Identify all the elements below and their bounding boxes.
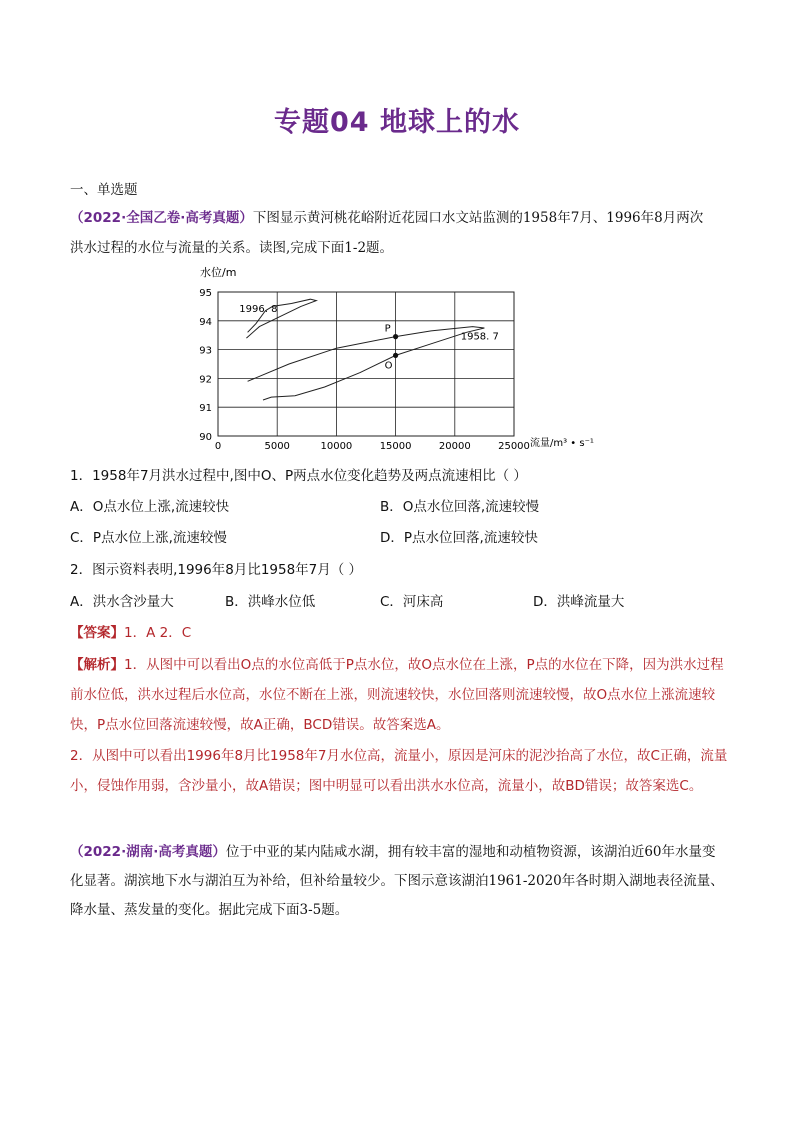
point-label-p: P — [384, 323, 391, 335]
y-tick-label: 93 — [199, 345, 212, 357]
x-tick-label: 25000 — [498, 441, 530, 452]
intro-text: 下图显示黄河桃花峪附近花园口水文站监测的1958年7月、1996年8月两次 — [252, 210, 704, 226]
q1-option-b[interactable]: B．O点水位回落,流速较慢 — [380, 499, 540, 515]
analysis-2: 2．从图中可以看出1996年8月比1958年7月水位高，流量小，原因是河床的泥沙抬高了水位，故C正确，流量小，侵蚀作用弱，含沙量小，故A错误；图中明显可以看出洪水水位高，流量小，故BD错误；故答案选C。 — [70, 748, 728, 794]
series-label-1996: 1996. 8 — [239, 304, 278, 316]
question-1-stem: 1．1958年7月洪水过程中,图中O、P两点水位变化趋势及两点流速相比（ ） — [70, 468, 527, 484]
analysis-1 — [70, 650, 730, 740]
answer-text: 1．A 2．C — [124, 625, 192, 641]
source-tag: （2022·全国乙卷·高考真题） — [70, 210, 253, 226]
q1-option-c[interactable]: C．P点水位上涨,流速较慢 — [70, 530, 227, 546]
question-intro-1 — [70, 203, 728, 263]
question-intro-2 — [70, 838, 728, 925]
x-tick-label: 5000 — [264, 441, 290, 452]
question-2-stem: 2．图示资料表明,1996年8月比1958年7月（ ） — [70, 562, 363, 578]
y-tick-label: 94 — [199, 316, 212, 328]
point-p — [393, 334, 398, 339]
point-o — [393, 353, 398, 358]
q2-option-c[interactable]: C．河床高 — [380, 594, 444, 610]
y-tick-label: 95 — [199, 288, 212, 299]
y-tick-label: 90 — [199, 432, 212, 443]
q2-option-d[interactable]: D．洪峰流量大 — [533, 594, 625, 610]
water-level-flow-chart — [190, 262, 610, 452]
intro-text: 洪水过程的水位与流量的关系。读图,完成下面1-2题。 — [70, 240, 394, 256]
x-tick-label: 20000 — [438, 441, 471, 452]
y-tick-label: 92 — [199, 374, 212, 386]
source-tag: （2022·湖南·高考真题） — [70, 844, 226, 860]
q1-option-d[interactable]: D．P点水位回落,流速较快 — [380, 530, 538, 546]
q2-option-b[interactable]: B．洪峰水位低 — [225, 594, 316, 610]
x-tick-label: 15000 — [379, 441, 412, 452]
section-heading: 一、单选题 — [70, 182, 138, 198]
q1-option-a[interactable]: A．O点水位上涨,流速较快 — [70, 499, 230, 515]
y-axis-label: 水位/m — [200, 266, 237, 279]
series-label-1958: 1958. 7 — [460, 331, 499, 343]
analysis-text-1: 1．从图中可以看出O点的水位高低于P点水位，故O点水位在上涨，P点的水位在下降，因为洪水过程前水位低，洪水过程后水位高，水位不断在上涨，则流速较快，水位回落则流速较慢，故O点水位上涨流速较快，P点水位回落流速较慢，故A正确，BCD错误。故答案选A。 — [70, 657, 724, 733]
answer-line — [70, 621, 191, 641]
q2-option-a[interactable]: A．洪水含沙量大 — [70, 594, 174, 610]
answer-tag: 【答案】 — [70, 625, 124, 641]
point-label-o: O — [384, 360, 393, 372]
series-line — [248, 327, 485, 400]
analysis-tag: 【解析】 — [70, 657, 124, 673]
x-tick-label: 0 — [214, 441, 222, 452]
x-tick-label: 10000 — [320, 441, 353, 452]
chart-annotations — [239, 304, 499, 371]
page-title: 专题04 地球上的水 — [274, 107, 520, 138]
intro-text: 位于中亚的某内陆咸水湖，拥有较丰富的湿地和动植物资源，该湖泊近60年水量变化显著。湖滨地下水与湖泊互为补给，但补给量较少。下图示意该湖泊1961-2020年各时期入湖地表径流量、降水量、蒸发量的变化。据此完成下面3-5题。 — [70, 844, 724, 918]
y-tick-label: 91 — [199, 403, 212, 415]
x-axis-label: 流量/m³ • s⁻¹ — [530, 438, 594, 449]
